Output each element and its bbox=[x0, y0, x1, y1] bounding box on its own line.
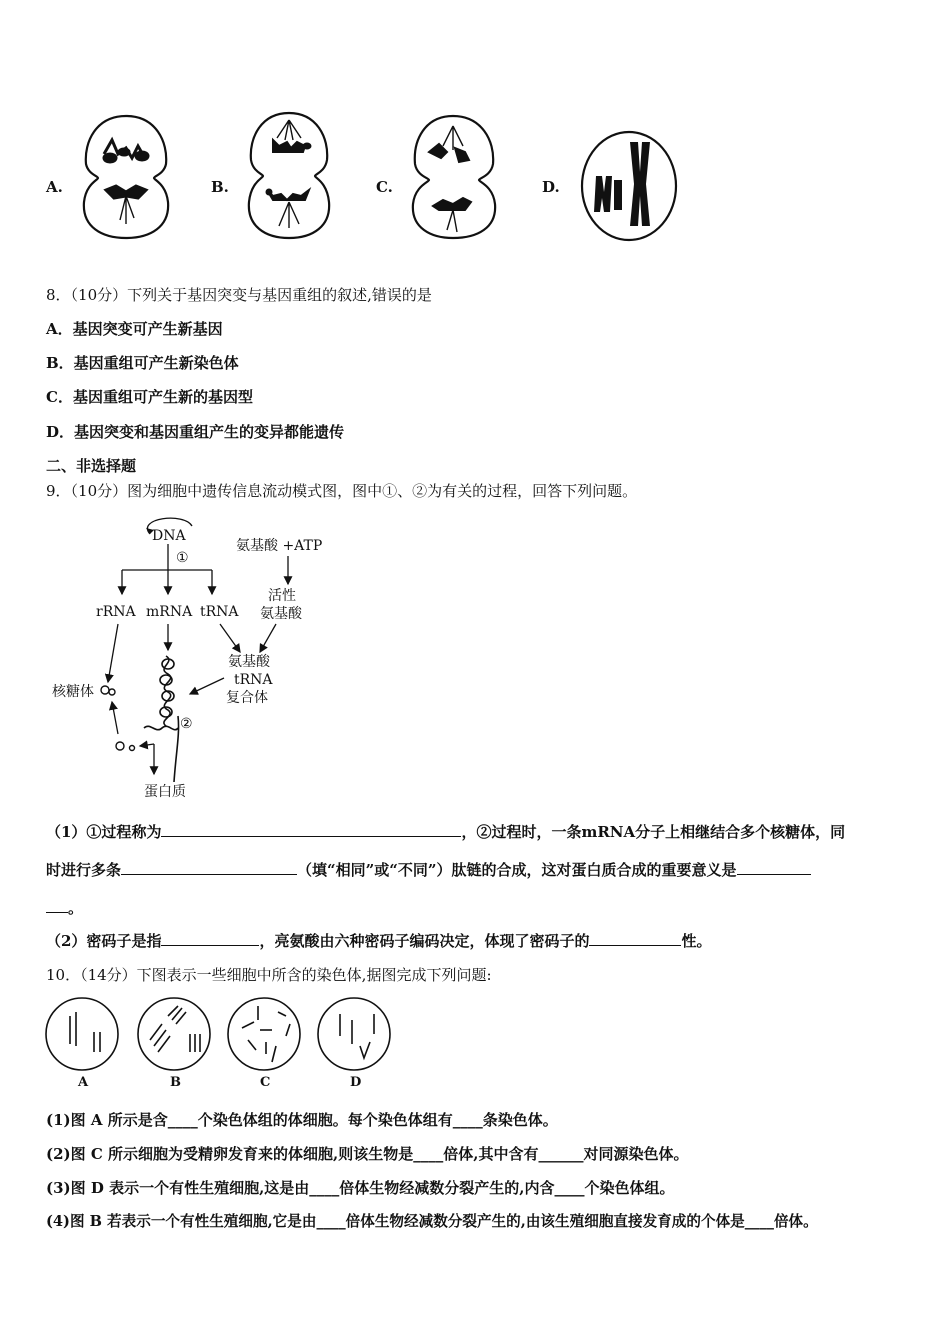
q10-stem: 10．（14分）下图表示一些细胞中所含的染色体,据图完成下列问题: bbox=[46, 966, 492, 984]
cell-d-label: D bbox=[350, 1075, 362, 1090]
q8-stem: 8．（10分）下列关于基因突变与基因重组的叙述,错误的是 bbox=[46, 286, 432, 304]
q9-part2-text-c: 性。 bbox=[681, 932, 712, 950]
q9-part1-text-b: ，②过程时，一条 bbox=[461, 823, 582, 841]
active-label-1: 活性 bbox=[268, 588, 296, 604]
q7-option-b-label[interactable]: B. bbox=[211, 178, 229, 196]
q9-part1-line2 bbox=[46, 860, 811, 880]
answer-blank-process-1[interactable] bbox=[161, 822, 461, 837]
q9-part2-label: （2）密码子是指 bbox=[46, 932, 162, 950]
cell-c bbox=[228, 998, 300, 1070]
q10-sub1: (1)图 A 所示是含____个染色体组的体细胞。每个染色体组有____条染色体。 bbox=[46, 1111, 558, 1129]
ribosome-subunits-icon bbox=[116, 742, 135, 751]
q9-part1-label: （1）①过程称为 bbox=[46, 823, 162, 841]
q9-part2-text-b: ，亮氨酸由六种密码子编码决定，体现了密码子的 bbox=[259, 932, 590, 950]
answer-blank-significance[interactable] bbox=[737, 860, 811, 875]
cell-a-label: A bbox=[78, 1075, 89, 1090]
process-1-marker: ① bbox=[176, 550, 189, 566]
q9-part1-text-d: 分子上相继结合多个核糖体，同 bbox=[635, 823, 846, 841]
rrna-label: rRNA bbox=[96, 604, 136, 620]
process-2-marker: ② bbox=[180, 716, 193, 732]
polyribosome bbox=[144, 656, 179, 782]
q7-option-a-figure bbox=[76, 112, 176, 242]
complex-label-3: 复合体 bbox=[226, 690, 268, 706]
q8-option-b[interactable]: B．基因重组可产生新染色体 bbox=[46, 354, 239, 372]
q9-part1-line1 bbox=[46, 822, 845, 842]
trna-label: tRNA bbox=[200, 604, 239, 620]
q9-stem: 9．（10分）图为细胞中遗传信息流动模式图，图中①、②为有关的过程，回答下列问题。 bbox=[46, 482, 638, 500]
active-label-2: 氨基酸 bbox=[260, 606, 302, 622]
q8-option-c[interactable]: C．基因重组可产生新的基因型 bbox=[46, 388, 253, 406]
q8-option-d[interactable]: D．基因突变和基因重组产生的变异都能遗传 bbox=[46, 423, 345, 441]
q9-part1-text-e: 时进行多条 bbox=[46, 861, 122, 879]
dna-label: DNA bbox=[152, 528, 186, 544]
q8-option-a[interactable]: A．基因突变可产生新基因 bbox=[46, 320, 223, 338]
gene-expression-diagram bbox=[44, 512, 344, 807]
amino-acid-atp-label: 氨基酸 +ATP bbox=[236, 538, 323, 554]
q9-part1-line3 bbox=[46, 898, 83, 918]
protein-label: 蛋白质 bbox=[144, 784, 186, 800]
cell-a bbox=[46, 998, 118, 1070]
cell-c-label: C bbox=[260, 1075, 271, 1090]
q7-option-d-label[interactable]: D. bbox=[542, 178, 560, 196]
q9-part1-text-g: 。 bbox=[68, 899, 84, 917]
answer-blank-significance-cont[interactable] bbox=[46, 898, 68, 913]
q7-option-c-figure bbox=[405, 112, 503, 242]
q9-part2-line bbox=[46, 931, 711, 951]
section-heading: 二、非选择题 bbox=[46, 457, 137, 475]
q10-sub3: (3)图 D 表示一个有性生殖细胞,这是由____倍体生物经减数分裂产生的,内含____个染色体组。 bbox=[46, 1179, 675, 1197]
q7-option-d-figure bbox=[578, 128, 680, 244]
q10-sub4: (4)图 B 若表示一个有性生殖细胞,它是由____倍体生物经减数分裂产生的,由该生殖细胞直接发育成的个体是____倍体。 bbox=[46, 1213, 818, 1230]
cell-b-label: B bbox=[170, 1075, 181, 1090]
ribosome-label: 核糖体 bbox=[52, 684, 94, 700]
q7-option-a-label[interactable]: A. bbox=[46, 178, 63, 196]
complex-label-2: tRNA bbox=[234, 672, 273, 688]
ribosome-icon bbox=[101, 686, 115, 695]
mrna-term: mRNA bbox=[581, 823, 636, 841]
chromosome-cells-figure bbox=[40, 994, 400, 1090]
q7-option-c-label[interactable]: C. bbox=[376, 178, 393, 196]
cell-d bbox=[318, 998, 390, 1070]
complex-label-1: 氨基酸 bbox=[228, 654, 270, 670]
answer-blank-codon-property[interactable] bbox=[589, 931, 681, 946]
q10-sub2: (2)图 C 所示细胞为受精卵发育来的体细胞,则该生物是____倍体,其中含有______对同源染色体。 bbox=[46, 1145, 689, 1163]
q9-part1-text-f: （填“相同”或“不同”）肽链的合成，这对蛋白质合成的重要意义是 bbox=[297, 861, 737, 879]
q7-option-b-figure bbox=[243, 110, 335, 242]
answer-blank-codon[interactable] bbox=[161, 931, 259, 946]
answer-blank-same-different[interactable] bbox=[121, 860, 297, 875]
mrna-label: mRNA bbox=[146, 604, 193, 620]
